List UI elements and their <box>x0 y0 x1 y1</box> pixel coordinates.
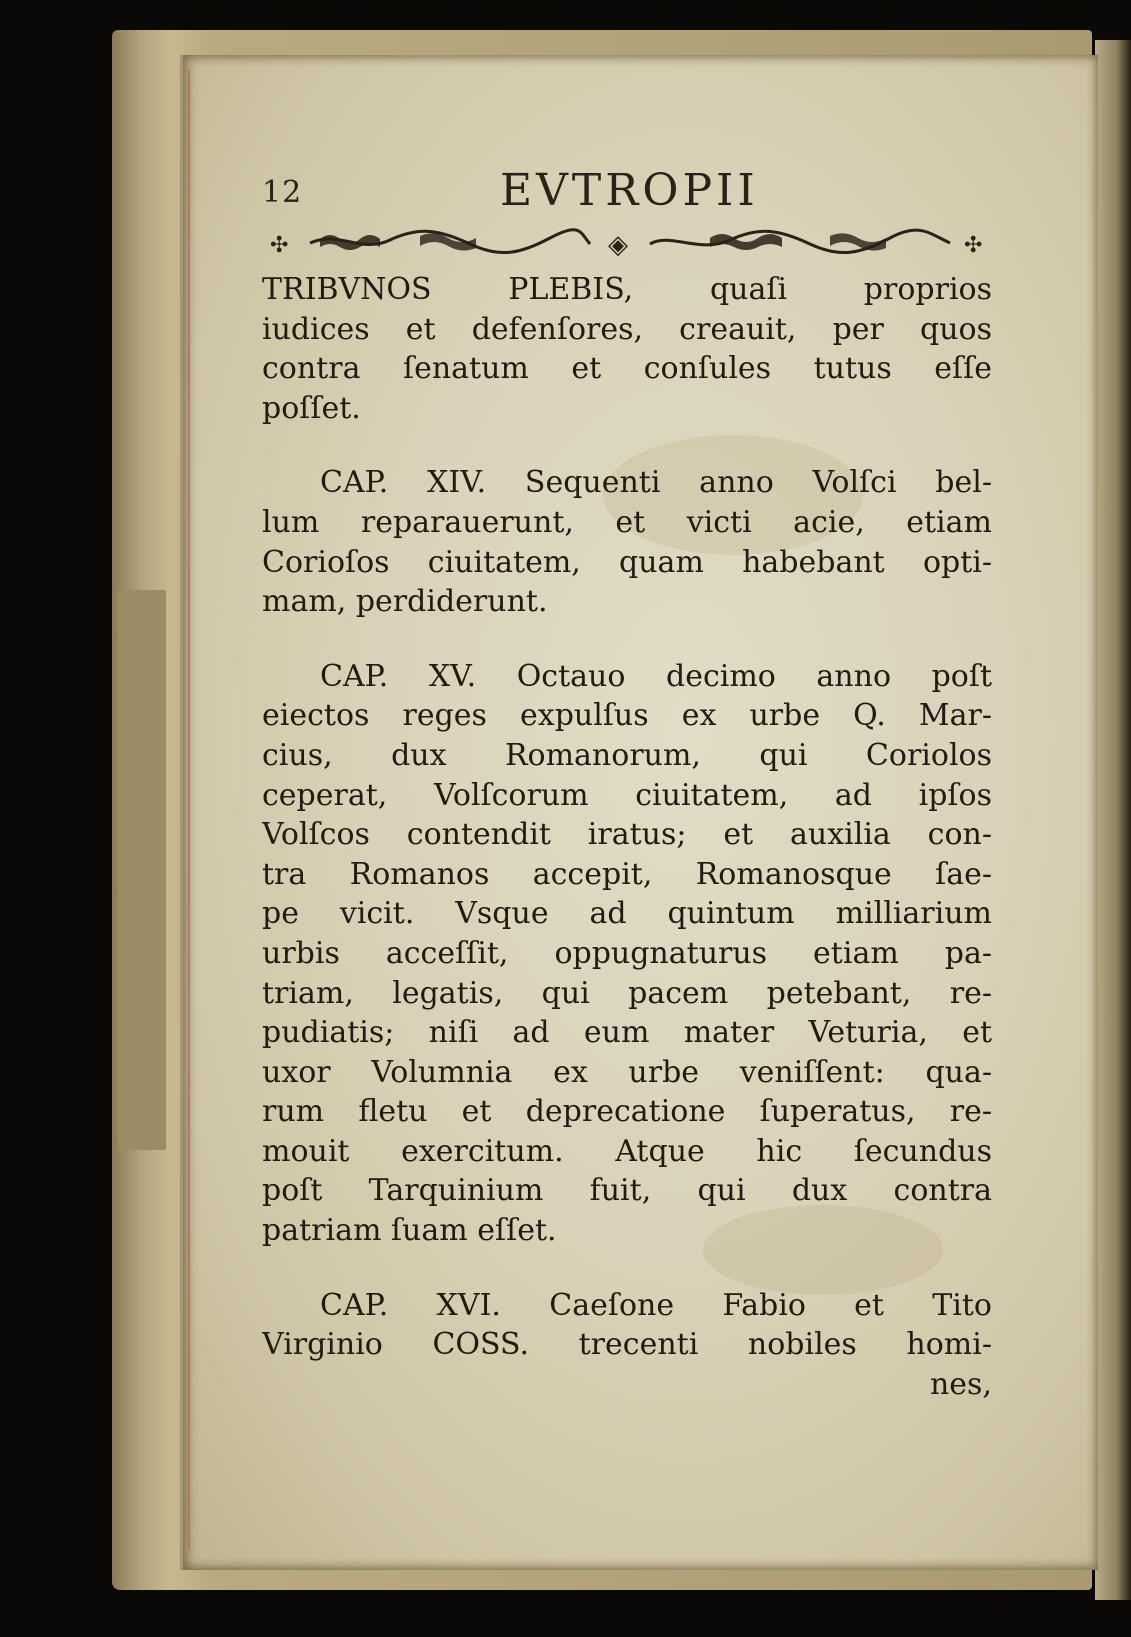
text-line: CAP. XVI. Caeſone Fabio et Tito <box>320 1287 992 1323</box>
center-diamond-icon: ◈ <box>608 230 628 260</box>
text-line: eiectos reges expulſus ex urbe Q. Mar- <box>262 698 992 734</box>
text-line: patriam ſuam eſſet. <box>262 1213 557 1249</box>
gutter-rule <box>188 70 190 1550</box>
catchword: nes, <box>929 1366 992 1402</box>
text-line: CAP. XV. Octauo decimo anno poſt <box>320 658 992 694</box>
text-line: CAP. XIV. Sequenti anno Volſci bel- <box>320 465 992 501</box>
text-line: urbis acceſſit, oppugnaturus etiam pa- <box>262 935 992 971</box>
text-line: triam, legatis, qui pacem petebant, re- <box>262 975 992 1011</box>
text-line: tra Romanos accepit, Romanosque ſae- <box>262 856 992 892</box>
text-line: poſſet. <box>262 390 361 426</box>
page-body-text <box>262 270 992 1404</box>
right-star-icon: ✣ <box>964 233 983 258</box>
text-line: poſt Tarquinium fuit, qui dux contra <box>262 1173 992 1209</box>
text-line: pe vicit. Vsque ad quintum milliarium <box>262 896 992 932</box>
text-line: Corioſos ciuitatem, quam habebant opti- <box>262 544 992 580</box>
text-line: Volſcos contendit iratus; et auxilia con- <box>262 817 992 853</box>
ornament-rule <box>270 226 990 260</box>
text-line: rum fletu et deprecatione ſuperatus, re- <box>262 1094 992 1130</box>
running-head: EVTROPII <box>500 165 759 216</box>
text-line: cius, dux Romanorum, qui Coriolos <box>262 737 992 773</box>
page-header <box>262 165 992 225</box>
text-line: Virginio COSS. trecenti nobiles homi- <box>262 1327 992 1363</box>
cover-repair-patch <box>118 590 166 1150</box>
text-line: ceperat, Volſcorum ciuitatem, ad ipſos <box>262 777 992 813</box>
text-line: TRIBVNOS PLEBIS, quaſi proprios <box>262 272 992 307</box>
text-line: pudiatis; niſi ad eum mater Veturia, et <box>262 1015 992 1051</box>
text-line: mam, perdiderunt. <box>262 584 548 620</box>
page-number: 12 <box>262 175 303 210</box>
page-edges <box>1095 40 1131 1600</box>
text-line: uxor Volumnia ex urbe veniſſent: qua- <box>262 1054 992 1090</box>
text-line: lum reparauerunt, et victi acie, etiam <box>262 504 992 540</box>
left-star-icon: ✣ <box>270 233 289 258</box>
text-line: iudices et defenſores, creauit, per quos <box>262 311 992 347</box>
text-line: mouit exercitum. Atque hic ſecundus <box>262 1133 992 1169</box>
text-line: contra ſenatum et conſules tutus eſſe <box>262 351 992 387</box>
